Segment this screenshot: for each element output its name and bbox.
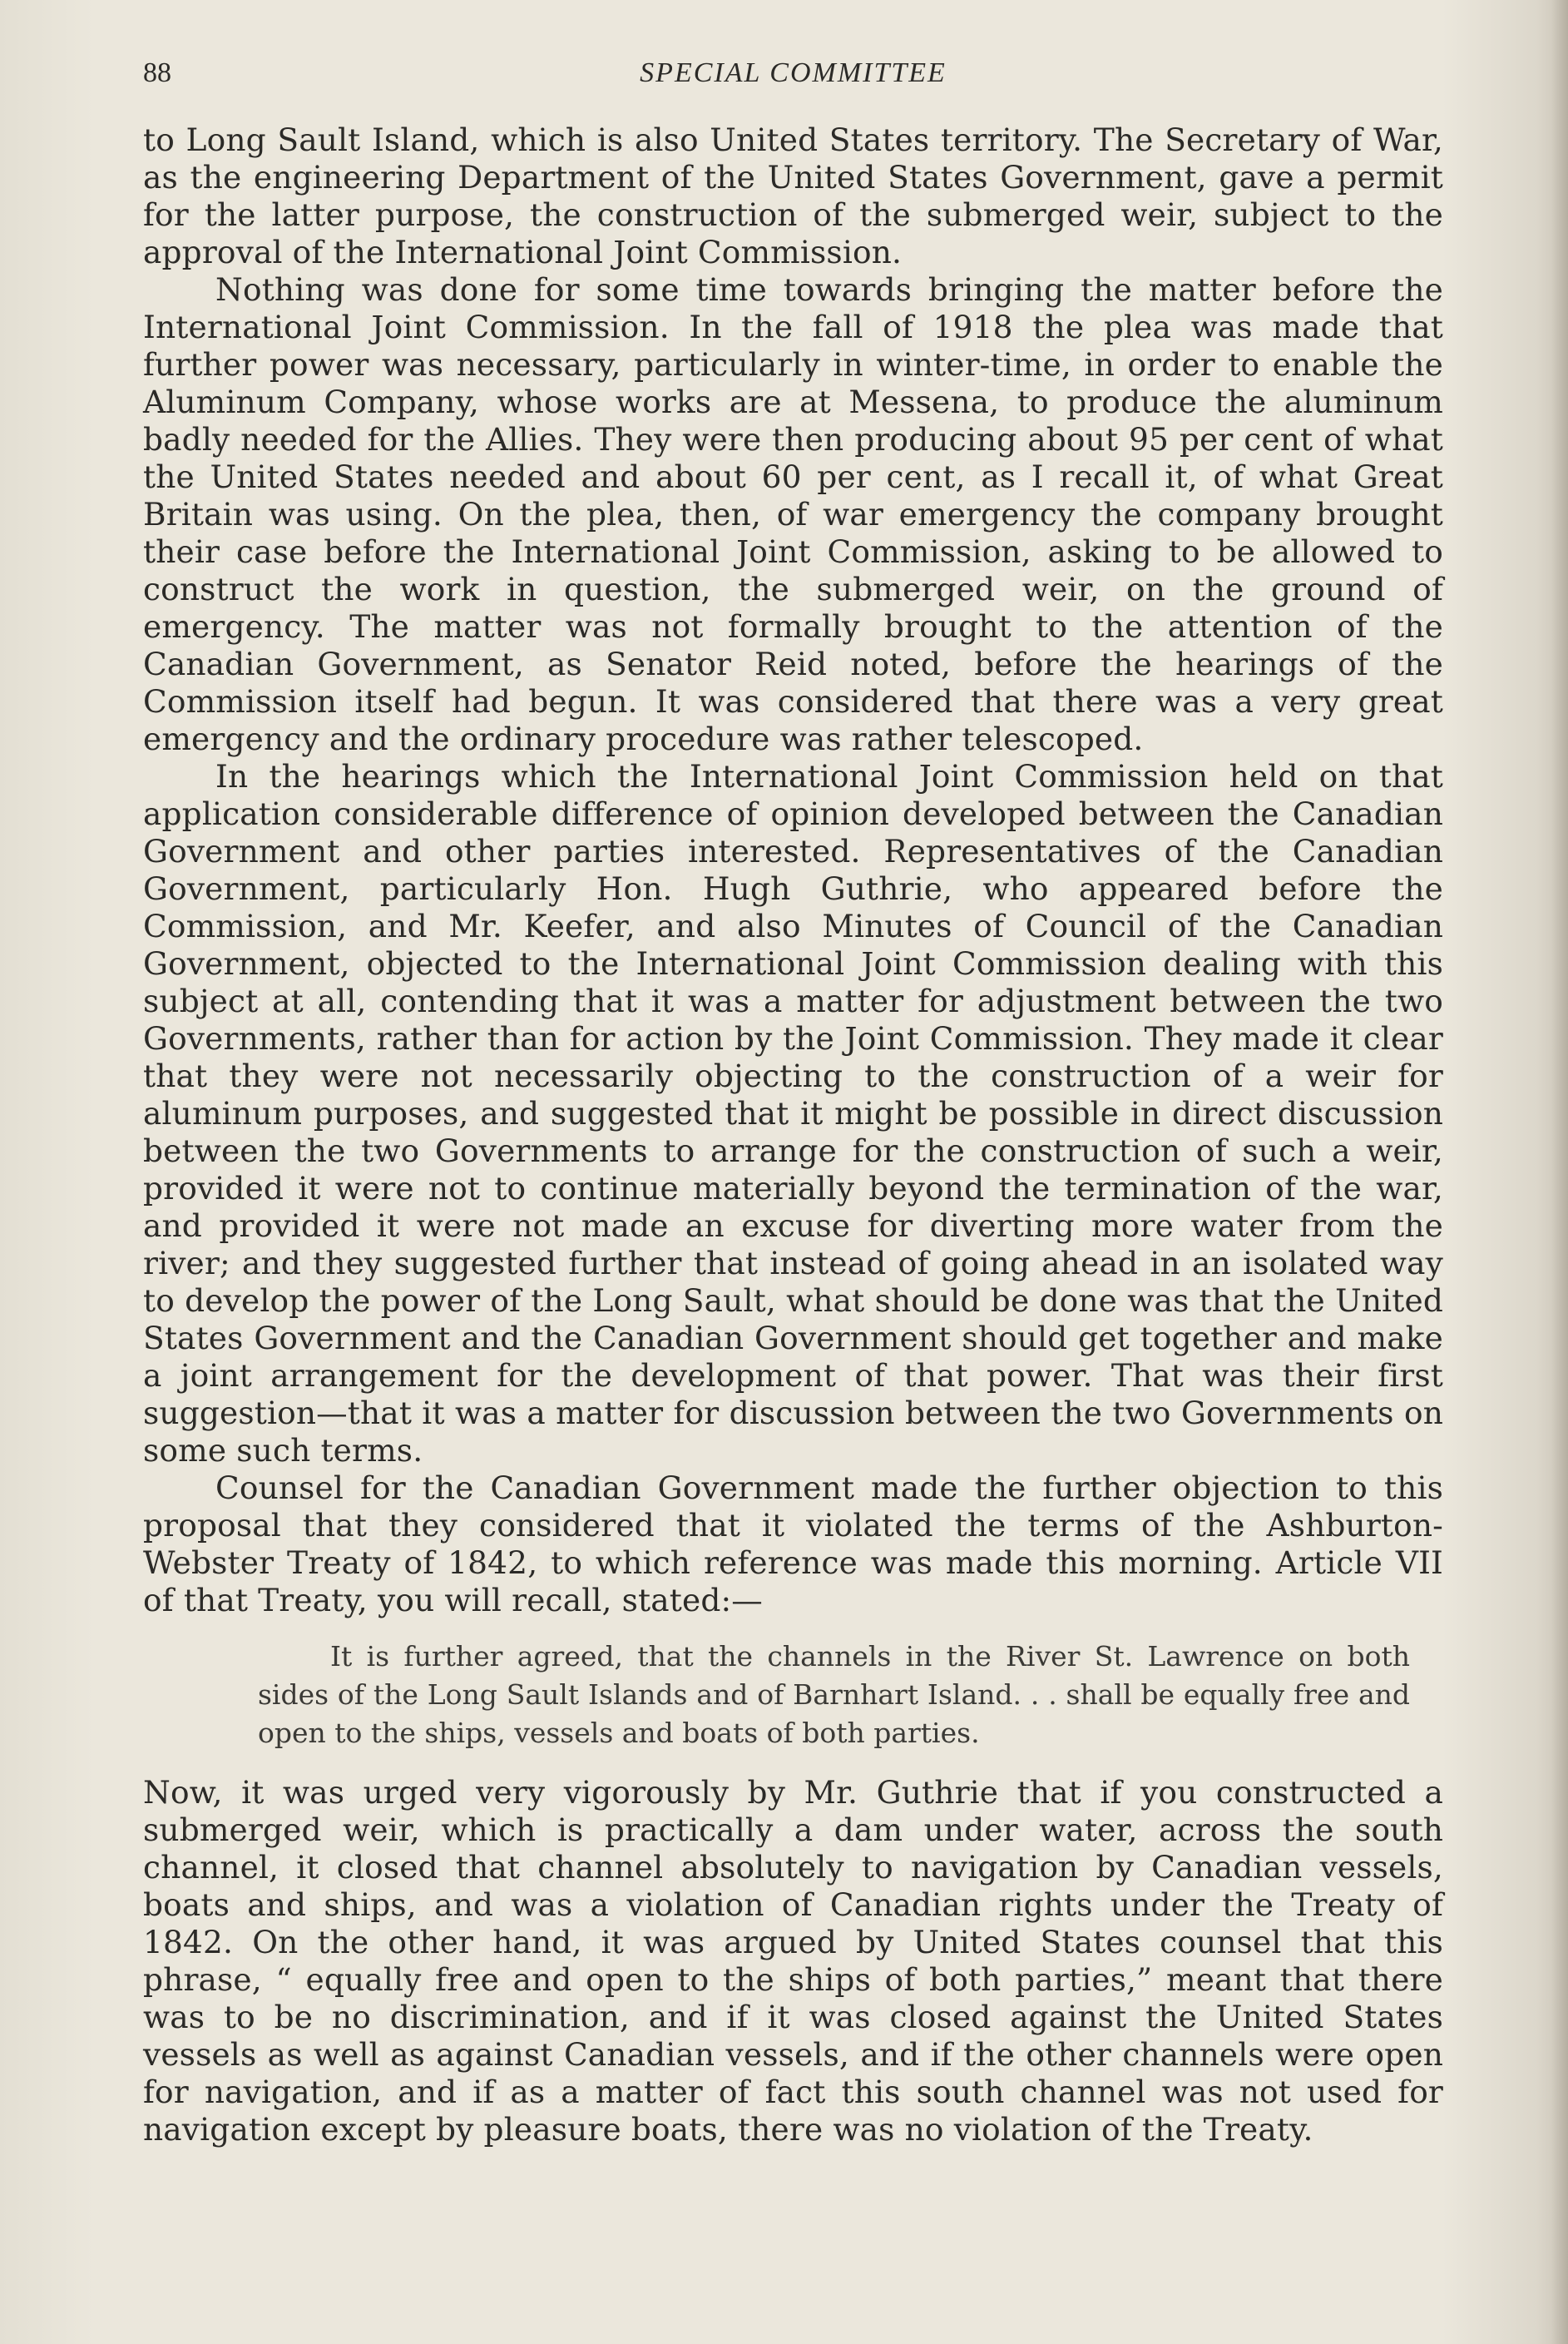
body-text [143,121,1443,2148]
paragraph-continuation: to Long Sault Island, which is also United States territory. The Secretary of War, as the engineering Department of the United States Government, gave a permit for the latter purpose, the construction of the submerged weir, subject to the approval of the International Joint Commission. [143,121,1443,270]
paragraph-guthrie-argument: Now, it was urged very vigorously by Mr. Guthrie that if you constructed a submerged weir, which is practically a dam under water, across the south channel, it closed that channel absolutely to navigation by Canadian vessels, boats and ships, and was a violation of Canadian rights under the Treaty of 1842. On the other hand, it was argued by United States counsel that this phrase, “ equally free and open to the ships of both parties,” meant that there was to be no discrimination, and if it was closed against the United States vessels as well as against Canadian vessels, and if the other channels were open for navigation, and if as a matter of fact this south channel was not used for navigation except by pleasure boats, there was no violation of the Treaty. [143,1774,1443,2148]
page-header-title: SPECIAL COMMITTEE [640,57,947,88]
page-number: 88 [143,57,171,88]
paragraph-aluminum-company: Nothing was done for some time towards bringing the matter before the International Joint Commission. In the fall of 1918 the plea was made that further power was necessary, particularly in winter-time, in order to enable the Aluminum Company, whose works are at Messena, to produce the aluminum badly needed for the Allies. They were then producing about 95 per cent of what the United States needed and about 60 per cent, as I recall it, of what Great Britain was using. On the plea, then, of war emergency the company brought their case before the International Joint Commission, asking to be allowed to construct the work in question, the submerged weir, on the ground of emergency. The matter was not formally brought to the attention of the Canadian Government, as Senator Reid noted, before the hearings of the Commission itself had begun. It was considered that there was a very great emergency and the ordinary procedure was rather telescoped. [143,271,1443,757]
paragraph-hearings: In the hearings which the International Joint Commission held on that application considerable difference of opinion developed between the Canadian Government and other parties interested. Representatives of the Canadian Government, particularly Hon. Hugh Guthrie, who appeared before the Commission, and Mr. Keefer, and also Minutes of Council of the Canadian Government, objected to the International Joint Commission dealing with this subject at all, contending that it was a matter for adjustment between the two Governments, rather than for action by the Joint Commission. They made it clear that they were not necessarily objecting to the construction of a weir for aluminum purposes, and suggested that it might be possible in direct discussion between the two Governments to arrange for the construction of such a weir, provided it were not to continue materially beyond the termination of the war, and provided it were not made an excuse for diverting more water from the river; and they suggested further that instead of going ahead in an isolated way to develop the power of the Long Sault, what should be done was that the United States Government and the Canadian Government should get together and make a joint arrangement for the development of that power. That was their first suggestion—that it was a matter for discussion between the two Governments on some such terms. [143,758,1443,1469]
treaty-quote: It is further agreed, that the channels in the River St. Lawrence on both sides of the Long Sault Islands and of Barnhart Island. . . shall be equally free and open to the ships, vessels and boats of both parties. [258,1640,1410,1749]
page-edge-shadow [1551,0,1568,2344]
paragraph-treaty-objection: Counsel for the Canadian Government made the further objection to this proposal that they considered that it violated the terms of the Ashburton-Webster Treaty of 1842, to which reference was made this morning. Article VII of that Treaty, you will recall, stated:— [143,1469,1443,1618]
running-head [143,48,1443,98]
